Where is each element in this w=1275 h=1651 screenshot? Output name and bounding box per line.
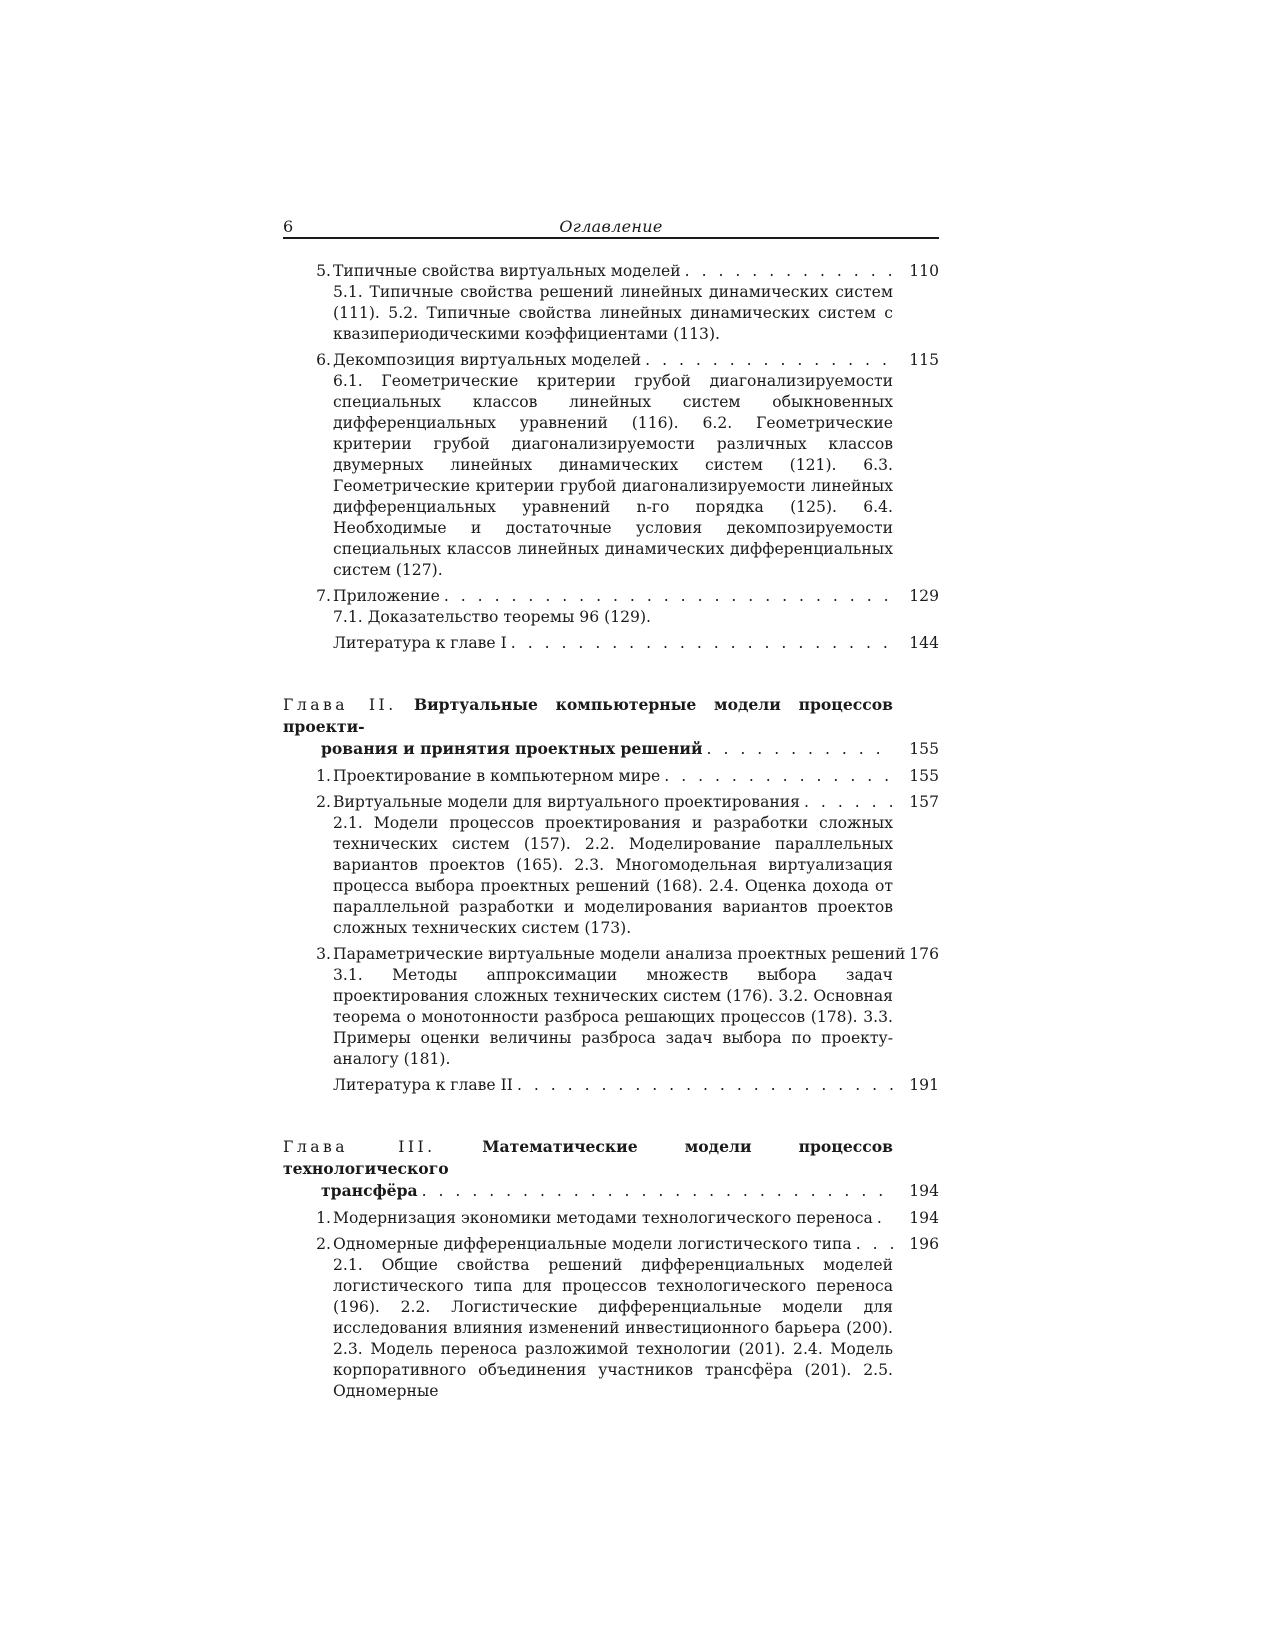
entry-subsections: 2.1. Модели процессов проектирования и разработки сложных технических систем (157). 2.2. Моделирование параллельных вариантов проектов (165). 2.3. Многомодельная виртуализация процесса выбора проектных решений (168). 2.4. Оценка дохода от параллельной разработки и моделирования вариантов проектов сложных технических систем (173). — [333, 814, 893, 937]
leader-dots — [685, 261, 893, 282]
literature-entry[interactable] — [283, 1075, 939, 1096]
entry-page: 155 — [909, 767, 939, 785]
literature-title: Литература к главе II — [333, 1076, 513, 1094]
entry-number: 3. — [316, 945, 331, 963]
chapter-page: 194 — [909, 1182, 939, 1200]
toc-entry[interactable] — [283, 586, 939, 628]
entry-number: 7. — [316, 587, 331, 605]
entry-title: Типичные свойства виртуальных моделей — [333, 262, 681, 280]
entry-title: Декомпозиция виртуальных моделей — [333, 351, 642, 369]
toc-entry[interactable] — [283, 766, 939, 787]
chapter-page: 155 — [909, 740, 939, 758]
leader-dots — [664, 766, 893, 787]
literature-entry[interactable] — [283, 633, 939, 654]
table-of-contents — [283, 261, 939, 1402]
entry-title: Приложение — [333, 587, 440, 605]
running-title: Оглавление — [559, 217, 663, 236]
toc-entry[interactable] — [283, 1234, 939, 1402]
entry-number: 1. — [316, 1209, 331, 1227]
entry-title: Виртуальные модели для виртуального проектирования — [333, 793, 800, 811]
literature-title: Литература к главе I — [333, 634, 507, 652]
entry-page: 129 — [909, 587, 939, 605]
toc-entry[interactable] — [283, 1208, 939, 1229]
chapter-title-line2: рования и принятия проектных решений — [321, 739, 703, 758]
leader-dots — [856, 1234, 893, 1255]
entry-page: 110 — [909, 262, 939, 280]
entry-page: 176 — [909, 945, 939, 963]
chapter-title-line1: Виртуальные компьютерные модели процессов проекти- — [283, 695, 893, 736]
chapter-heading[interactable] — [283, 694, 939, 760]
entry-title: Одномерные дифференциальные модели логистического типа — [333, 1235, 852, 1253]
leader-dots — [517, 1075, 893, 1096]
entry-title: Модернизация экономики методами технологического переноса — [333, 1209, 873, 1227]
entry-page: 194 — [909, 1209, 939, 1227]
entry-title: Параметрические виртуальные модели анализа проектных решений — [333, 945, 906, 963]
chapter-heading[interactable] — [283, 1136, 939, 1202]
chapter-label: Глава II. — [283, 696, 397, 714]
chapter-label: Глава III. — [283, 1138, 436, 1156]
leader-dots — [511, 633, 893, 654]
toc-entry[interactable] — [283, 350, 939, 581]
entry-number: 2. — [316, 1235, 331, 1253]
entry-title: Проектирование в компьютерном мире — [333, 767, 661, 785]
toc-entry[interactable] — [283, 261, 939, 345]
chapter-title-line2: трансфёра — [321, 1181, 418, 1200]
literature-page: 191 — [909, 1076, 939, 1094]
literature-page: 144 — [909, 634, 939, 652]
toc-entry[interactable] — [283, 944, 939, 1070]
entry-page: 115 — [909, 351, 939, 369]
entry-page: 196 — [909, 1235, 939, 1253]
entry-number: 1. — [316, 767, 331, 785]
entry-page: 157 — [909, 793, 939, 811]
entry-number: 6. — [316, 351, 331, 369]
leader-dots — [444, 586, 893, 607]
entry-subsections: 2.1. Общие свойства решений дифференциальных моделей логистического типа для процессов технологического переноса (196). 2.2. Логистические дифференциальные модели для исследования влияния изменений инвестиционного барьера (200). 2.3. Модель переноса разложимой технологии (201). 2.4. Модель корпоративного объединения участников трансфёра (201). 2.5. Одномерные — [333, 1256, 893, 1400]
book-page — [283, 215, 939, 1407]
entry-number: 5. — [316, 262, 331, 280]
entry-subsections: 7.1. Доказательство теоремы 96 (129). — [333, 608, 651, 626]
leader-dots — [804, 792, 893, 813]
leader-dots — [877, 1208, 893, 1229]
page-number: 6 — [283, 217, 294, 236]
toc-entry[interactable] — [283, 792, 939, 939]
entry-subsections: 3.1. Методы аппроксимации множеств выбора задач проектирования сложных технических систем (176). 3.2. Основная теорема о монотонности разброса решающих процессов (178). 3.3. Примеры оценки величины разброса задач выбора по проекту-аналогу (181). — [333, 966, 893, 1068]
running-head — [283, 215, 939, 239]
entry-number: 2. — [316, 793, 331, 811]
entry-subsections: 6.1. Геометрические критерии грубой диагонализируемости специальных классов линейных систем обыкновенных дифференциальных уравнений (116). 6.2. Геометрические критерии грубой диагонализируемости различных классов двумерных линейных динамических систем (121). 6.3. Геометрические критерии грубой диагонализируемости линейных дифференциальных уравнений n-го порядка (125). 6.4. Необходимые и достаточные условия декомпозируемости специальных классов линейных динамических дифференциальных систем (127). — [333, 372, 893, 579]
chapter-title-line1: Математические модели процессов технологического — [283, 1137, 893, 1178]
leader-dots — [422, 1181, 893, 1202]
leader-dots — [707, 739, 893, 760]
leader-dots — [645, 350, 893, 371]
entry-subsections: 5.1. Типичные свойства решений линейных динамических систем (111). 5.2. Типичные свойства линейных динамических систем с квазипериодическими коэффициентами (113). — [333, 283, 893, 343]
